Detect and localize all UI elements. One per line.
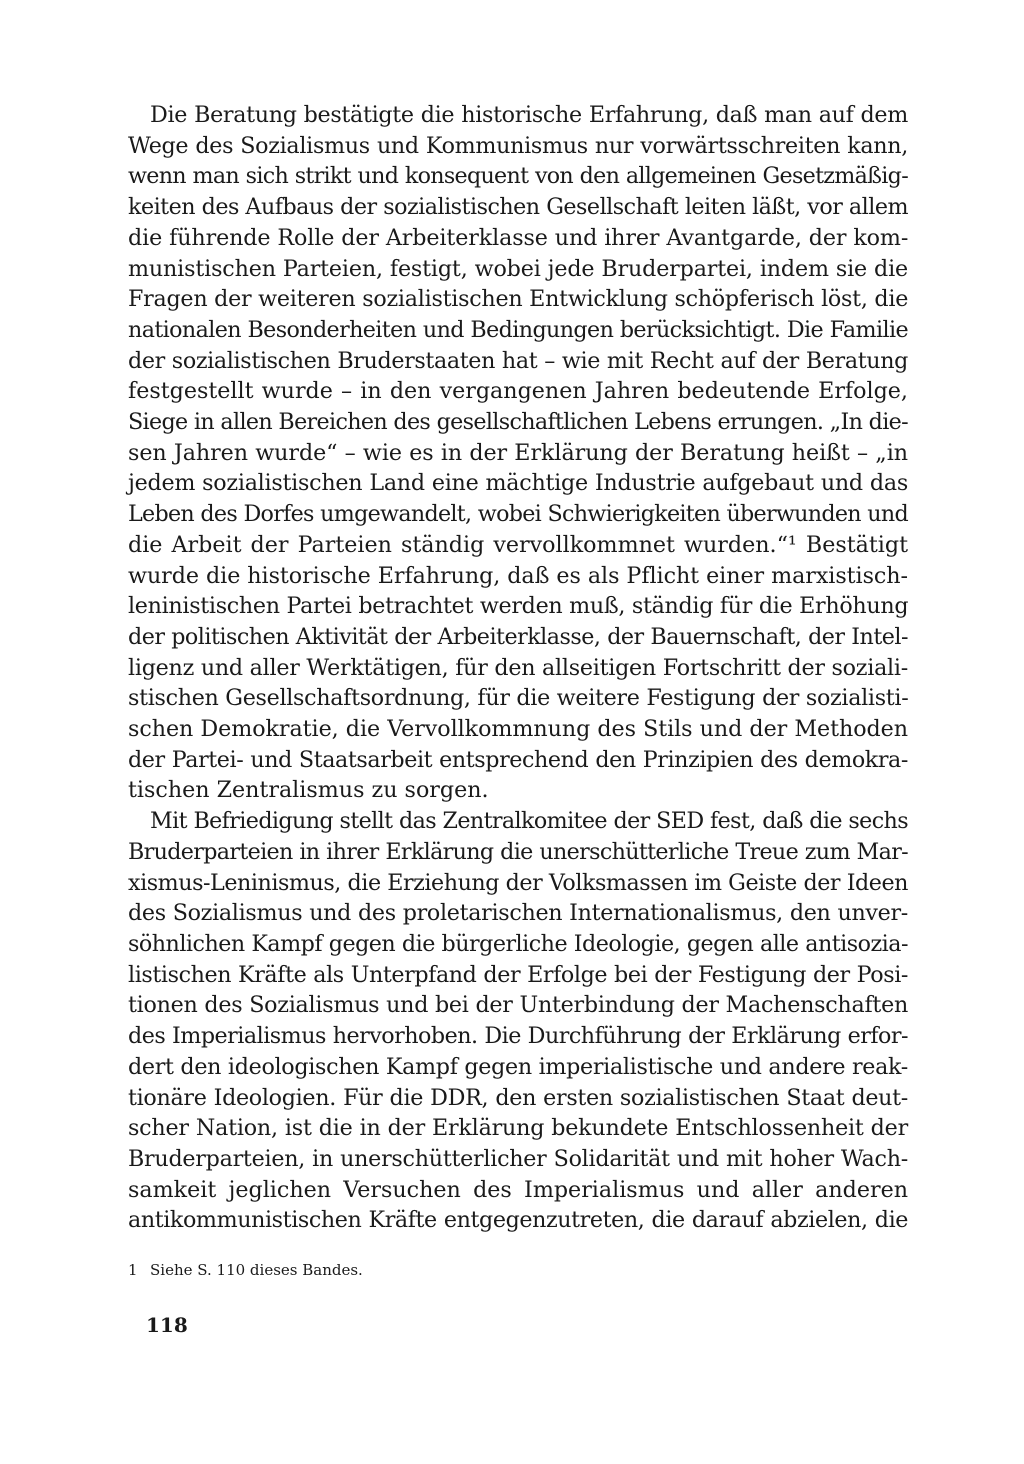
text-line: dert den ideologischen Kampf gegen imperialistische und andere reak- — [128, 1053, 908, 1080]
text-line: der Partei- und Staatsarbeit entsprechend den Prinzipien des demokra- — [128, 746, 908, 773]
text-line: listischen Kräfte als Unterpfand der Erfolge bei der Festigung der Posi- — [128, 961, 908, 988]
text-line: ligenz und aller Werktätigen, für den allseitigen Fortschritt der soziali- — [128, 654, 908, 681]
text-line: Wege des Sozialismus und Kommunismus nur vorwärtsschreiten kann, — [128, 132, 908, 159]
text-line: söhnlichen Kampf gegen die bürgerliche Ideologie, gegen alle antisozia- — [128, 930, 908, 957]
text-line: schen Demokratie, die Vervollkommnung des Stils und der Methoden — [128, 716, 908, 743]
text-line: nationalen Besonderheiten und Bedingungen berücksichtigt. Die Familie — [128, 316, 908, 343]
paragraph-2 — [128, 806, 908, 1236]
text-line: tischen Zentralismus zu sorgen. — [128, 777, 489, 804]
text-line: festgestellt wurde – in den vergangenen Jahren bedeutende Erfolge, — [128, 378, 908, 405]
text-line: Leben des Dorfes umgewandelt, wobei Schwierigkeiten überwunden und — [128, 501, 908, 528]
text-line: Bruderparteien, in unerschütterlicher Solidarität und mit hoher Wach- — [128, 1145, 908, 1172]
footnote — [128, 1260, 363, 1280]
text-line: Fragen der weiteren sozialistischen Entwicklung schöpferisch löst, die — [128, 286, 909, 313]
paragraph-1 — [128, 100, 908, 806]
main-text — [128, 100, 908, 1236]
page-body — [128, 100, 908, 1236]
text-line: des Sozialismus und des proletarischen Internationalismus, den unver- — [128, 900, 908, 927]
text-line: Die Beratung bestätigte die historische Erfahrung, daß man auf dem — [150, 102, 908, 128]
text-line: der sozialistischen Bruderstaaten hat – wie mit Recht auf der Beratung — [128, 347, 908, 374]
text-line: antikommunistischen Kräfte entgegenzutreten, die darauf abzielen, die — [128, 1207, 908, 1234]
text-line: keiten des Aufbaus der sozialistischen Gesellschaft leiten läßt, vor allem — [128, 194, 908, 221]
text-line: sen Jahren wurde“ – wie es in der Erklärung der Beratung heißt – „in — [128, 439, 908, 466]
text-line: tionäre Ideologien. Für die DDR, den ersten sozialistischen Staat deut- — [128, 1084, 908, 1111]
footnote-number: 1 — [128, 1261, 138, 1279]
page-number: 118 — [146, 1313, 188, 1337]
text-line: stischen Gesellschaftsordnung, für die weitere Festigung der sozialisti- — [128, 685, 909, 712]
text-line: Mit Befriedigung stellt das Zentralkomitee der SED fest, daß die sechs — [150, 808, 908, 835]
text-line: des Imperialismus hervorhoben. Die Durchführung der Erklärung erfor- — [128, 1023, 908, 1050]
text-line: die Arbeit der Parteien ständig vervollkommnet wurden.“¹ Bestätigt — [128, 531, 908, 558]
footnote-text: Siehe S. 110 dieses Bandes. — [150, 1261, 363, 1279]
text-line: tionen des Sozialismus und bei der Unterbindung der Machenschaften — [128, 992, 908, 1019]
text-line: Siege in allen Bereichen des gesellschaftlichen Lebens errungen. „In die- — [128, 409, 908, 436]
text-line: wurde die historische Erfahrung, daß es als Pflicht einer marxistisch- — [128, 562, 908, 589]
text-line: scher Nation, ist die in der Erklärung bekundete Entschlossenheit der — [128, 1115, 908, 1142]
text-line: die führende Rolle der Arbeiterklasse und ihrer Avantgarde, der kom- — [128, 224, 909, 251]
text-line: wenn man sich strikt und konsequent von den allgemeinen Gesetzmäßig- — [128, 163, 908, 190]
text-line: der politischen Aktivität der Arbeiterklasse, der Bauernschaft, der Intel- — [128, 623, 908, 650]
text-line: xismus-Leninismus, die Erziehung der Volksmassen im Geiste der Ideen — [128, 869, 908, 896]
text-line: leninistischen Partei betrachtet werden muß, ständig für die Erhöhung — [128, 593, 909, 620]
text-line: jedem sozialistischen Land eine mächtige Industrie aufgebaut und das — [128, 470, 908, 497]
text-line: munistischen Parteien, festigt, wobei jede Bruderpartei, indem sie die — [128, 255, 908, 282]
text-line: samkeit jeglichen Versuchen des Imperialismus und aller anderen — [128, 1176, 908, 1203]
text-line: Bruderparteien in ihrer Erklärung die unerschütterliche Treue zum Mar- — [128, 838, 908, 865]
